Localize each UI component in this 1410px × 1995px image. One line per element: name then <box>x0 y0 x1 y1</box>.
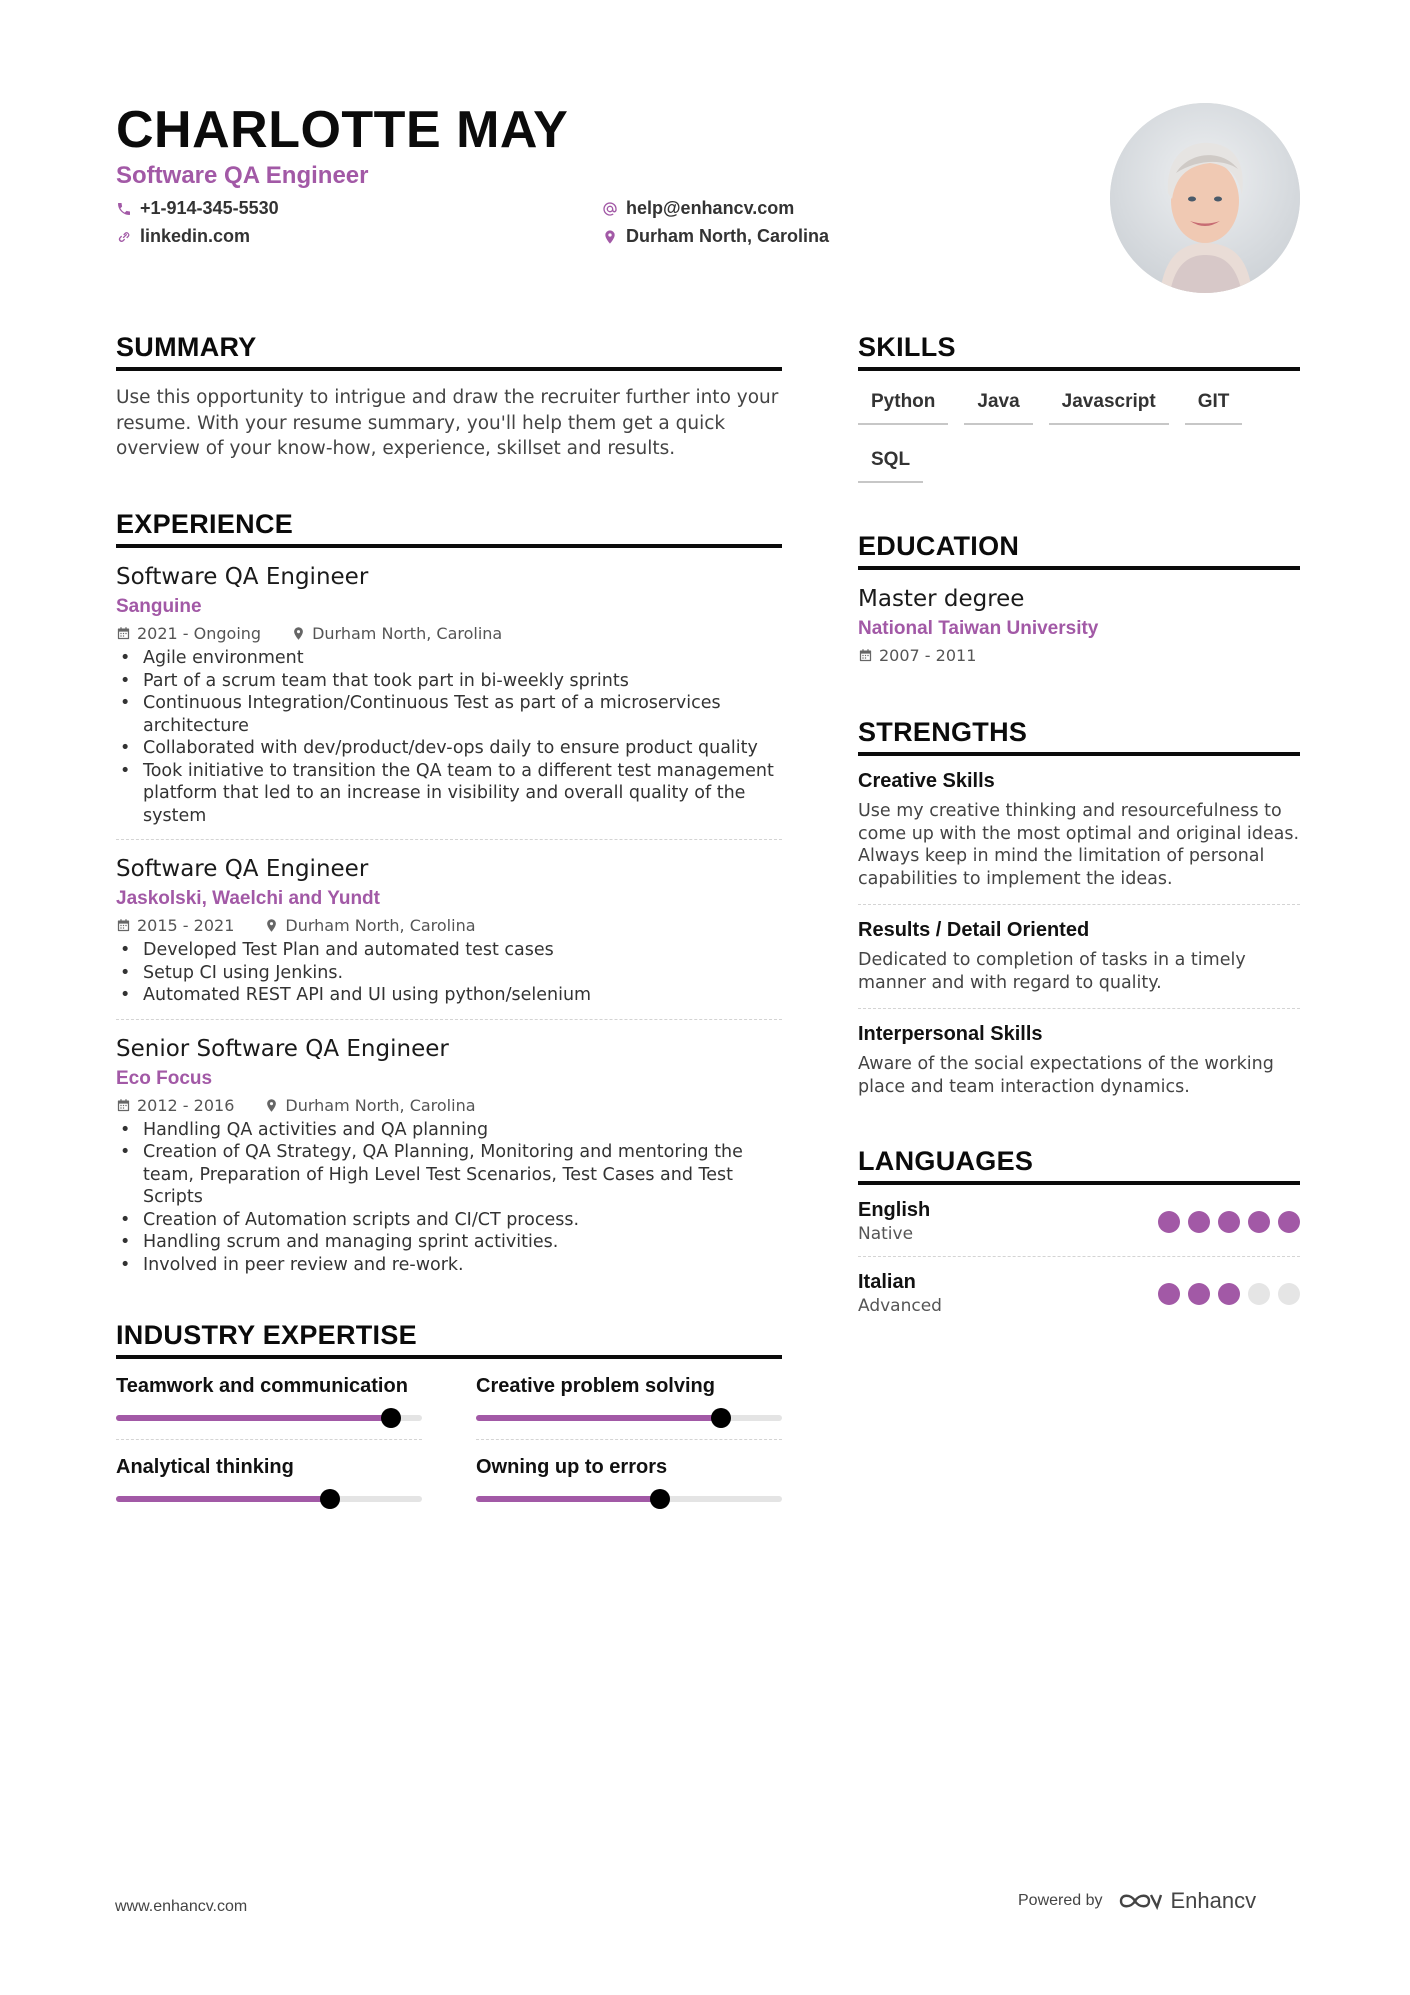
expertise-bar-knob <box>381 1408 401 1428</box>
job-company: Eco Focus <box>116 1067 213 1089</box>
phone-text: +1-914-345-5530 <box>140 198 279 218</box>
language-item <box>858 1185 1300 1256</box>
strength-item <box>858 904 1300 1008</box>
expertise-label: Owning up to errors <box>476 1456 668 1478</box>
job-bullet: • Automated REST API and UI using python/selenium <box>116 984 782 1007</box>
expertise-label: Creative problem solving <box>476 1375 715 1397</box>
languages-section <box>858 1146 1300 1328</box>
expertise-label: Analytical thinking <box>116 1456 294 1478</box>
expertise-grid <box>116 1373 782 1520</box>
strength-item <box>858 1008 1300 1112</box>
job-title: Software QA Engineer <box>116 564 369 590</box>
strengths-heading: STRENGTHS <box>858 717 1300 756</box>
at-icon <box>602 201 618 217</box>
language-rating <box>1158 1283 1300 1305</box>
industry-expertise-section <box>116 1320 782 1520</box>
rating-dot <box>1278 1211 1300 1233</box>
job-bullet: • Collaborated with dev/product/dev-ops daily to ensure product quality <box>116 737 782 760</box>
job-dates: 2012 - 2016 <box>137 1095 235 1115</box>
summary-text: Use this opportunity to intrigue and draw the recruiter further into your resume. With your resume summary, you'll help them get a quick overview of your know-how, experience, skillset and results. <box>116 387 779 459</box>
job-bullets <box>116 939 782 1007</box>
job-bullet: • Continuous Integration/Continuous Test as part of a microservices architecture <box>116 692 782 737</box>
email-text: help@enhancv.com <box>626 198 795 218</box>
skills-list <box>858 387 1300 483</box>
expertise-bar-fill <box>116 1415 391 1421</box>
brand-logo[interactable] <box>1117 1888 1257 1914</box>
strength-text: Aware of the social expectations of the working place and team interaction dynamics. <box>858 1054 1274 1097</box>
phone-icon <box>116 201 132 217</box>
language-level: Advanced <box>858 1296 942 1316</box>
calendar-icon <box>858 648 873 663</box>
rating-dot <box>1188 1211 1210 1233</box>
skills-heading: SKILLS <box>858 332 1300 371</box>
job-location: Durham North, Carolina <box>285 916 476 935</box>
expertise-bar <box>476 1415 782 1421</box>
skills-section <box>858 332 1300 483</box>
job-location: Durham North, Carolina <box>312 624 503 643</box>
footer-branding <box>1018 1888 1256 1914</box>
job-bullet: • Handling QA activities and QA planning <box>116 1119 782 1142</box>
job-title: Senior Software QA Engineer <box>116 1035 449 1062</box>
strength-text: Use my creative thinking and resourcefulness to come up with the most optimal and original ideas. Always keep in mind the limitation of personal capabilities to implement the ideas. <box>858 801 1300 889</box>
strength-title: Results / Detail Oriented <box>858 919 1090 941</box>
job-dates: 2021 - Ongoing <box>137 624 262 643</box>
contact-location <box>602 226 829 247</box>
contact-phone[interactable] <box>116 198 279 219</box>
expertise-bar-knob <box>711 1408 731 1428</box>
expertise-bar-fill <box>476 1496 660 1502</box>
enhancv-logo-icon <box>1117 1890 1163 1912</box>
powered-by-text: Powered by <box>1018 1892 1103 1909</box>
language-item <box>858 1256 1300 1328</box>
rating-dot <box>1278 1283 1300 1305</box>
skill-tag: SQL <box>858 445 923 483</box>
strength-title: Creative Skills <box>858 770 995 792</box>
job-bullet: • Agile environment <box>116 647 782 670</box>
contact-linkedin[interactable] <box>116 226 250 247</box>
job-bullets <box>116 647 782 827</box>
job-bullet: • Developed Test Plan and automated test cases <box>116 939 782 962</box>
language-name: Italian <box>858 1271 916 1293</box>
education-section <box>858 531 1300 665</box>
education-meta <box>858 646 1300 665</box>
strength-item <box>858 756 1300 904</box>
experience-section <box>116 509 782 1276</box>
expertise-bar-fill <box>116 1496 330 1502</box>
job-company: Sanguine <box>116 596 202 617</box>
rating-dot <box>1218 1283 1240 1305</box>
industry-expertise-heading: INDUSTRY EXPERTISE <box>116 1320 782 1359</box>
education-school: National Taiwan University <box>858 618 1099 639</box>
expertise-bar-knob <box>320 1489 340 1509</box>
rating-dot <box>1188 1283 1210 1305</box>
languages-heading: LANGUAGES <box>858 1146 1300 1185</box>
skill-tag: GIT <box>1185 387 1243 425</box>
job-entry <box>116 839 782 1007</box>
summary-heading: SUMMARY <box>116 332 782 371</box>
job-bullet: • Setup CI using Jenkins. <box>116 962 782 985</box>
job-bullets <box>116 1119 782 1277</box>
job-dates: 2015 - 2021 <box>137 916 235 935</box>
strengths-section <box>858 717 1300 1112</box>
expertise-item <box>476 1439 782 1520</box>
location-pin-icon <box>264 1098 279 1113</box>
expertise-bar-fill <box>476 1415 721 1421</box>
expertise-bar <box>476 1496 782 1502</box>
calendar-icon <box>116 626 131 641</box>
job-bullet: • Involved in peer review and re-work. <box>116 1254 782 1277</box>
location-text: Durham North, Carolina <box>626 226 830 246</box>
language-level: Native <box>858 1224 914 1244</box>
job-title: Software QA Engineer <box>116 856 369 882</box>
skill-tag: Java <box>964 387 1032 425</box>
rating-dot <box>1158 1283 1180 1305</box>
strength-title: Interpersonal Skills <box>858 1023 1043 1045</box>
education-heading: EDUCATION <box>858 531 1300 570</box>
calendar-icon <box>116 1098 131 1113</box>
job-entry <box>116 548 782 827</box>
job-bullet: • Part of a scrum team that took part in bi-weekly sprints <box>116 670 782 693</box>
job-bullet: • Creation of QA Strategy, QA Planning, Monitoring and mentoring the team, Preparation of High Level Test Scenarios, Test Cases and Test Scripts <box>116 1141 782 1209</box>
job-location: Durham North, Carolina <box>285 1095 476 1115</box>
rating-dot <box>1158 1211 1180 1233</box>
location-pin-icon <box>264 918 279 933</box>
expertise-label: Teamwork and communication <box>116 1375 408 1397</box>
job-bullet: • Creation of Automation scripts and CI/CT process. <box>116 1209 782 1232</box>
education-dates: 2007 - 2011 <box>879 646 977 665</box>
profile-photo <box>1110 103 1300 293</box>
expertise-bar <box>116 1496 422 1502</box>
strength-text: Dedicated to completion of tasks in a timely manner and with regard to quality. <box>858 950 1246 993</box>
expertise-bar <box>116 1415 422 1421</box>
link-icon <box>116 229 132 245</box>
footer-website[interactable]: www.enhancv.com <box>115 1898 248 1915</box>
candidate-role: Software QA Engineer <box>116 162 369 189</box>
skill-tag: Javascript <box>1049 387 1169 425</box>
skill-tag: Python <box>858 387 948 425</box>
language-rating <box>1158 1211 1300 1233</box>
job-meta <box>116 624 782 643</box>
location-pin-icon <box>602 229 618 245</box>
summary-section <box>116 332 782 462</box>
brand-name: Enhancv <box>1170 1888 1257 1913</box>
expertise-item <box>116 1373 422 1439</box>
experience-heading: EXPERIENCE <box>116 509 782 548</box>
job-entry <box>116 1019 782 1277</box>
linkedin-text: linkedin.com <box>140 226 251 246</box>
rating-dot <box>1248 1283 1270 1305</box>
candidate-name: CHARLOTTE MAY <box>116 101 569 159</box>
education-degree: Master degree <box>858 586 1025 612</box>
job-bullet: • Handling scrum and managing sprint activities. <box>116 1231 782 1254</box>
job-company: Jaskolski, Waelchi and Yundt <box>116 888 380 909</box>
location-pin-icon <box>291 626 306 641</box>
language-name: English <box>858 1199 931 1221</box>
calendar-icon <box>116 918 131 933</box>
contact-email[interactable] <box>602 198 794 219</box>
expertise-bar-knob <box>650 1489 670 1509</box>
rating-dot <box>1218 1211 1240 1233</box>
expertise-item <box>116 1439 422 1520</box>
job-meta <box>116 1096 782 1115</box>
job-bullet: • Took initiative to transition the QA team to a different test management platform that led to an increase in visibility and overall quality of the system <box>116 760 782 828</box>
expertise-item <box>476 1373 782 1439</box>
job-meta <box>116 916 782 935</box>
rating-dot <box>1248 1211 1270 1233</box>
